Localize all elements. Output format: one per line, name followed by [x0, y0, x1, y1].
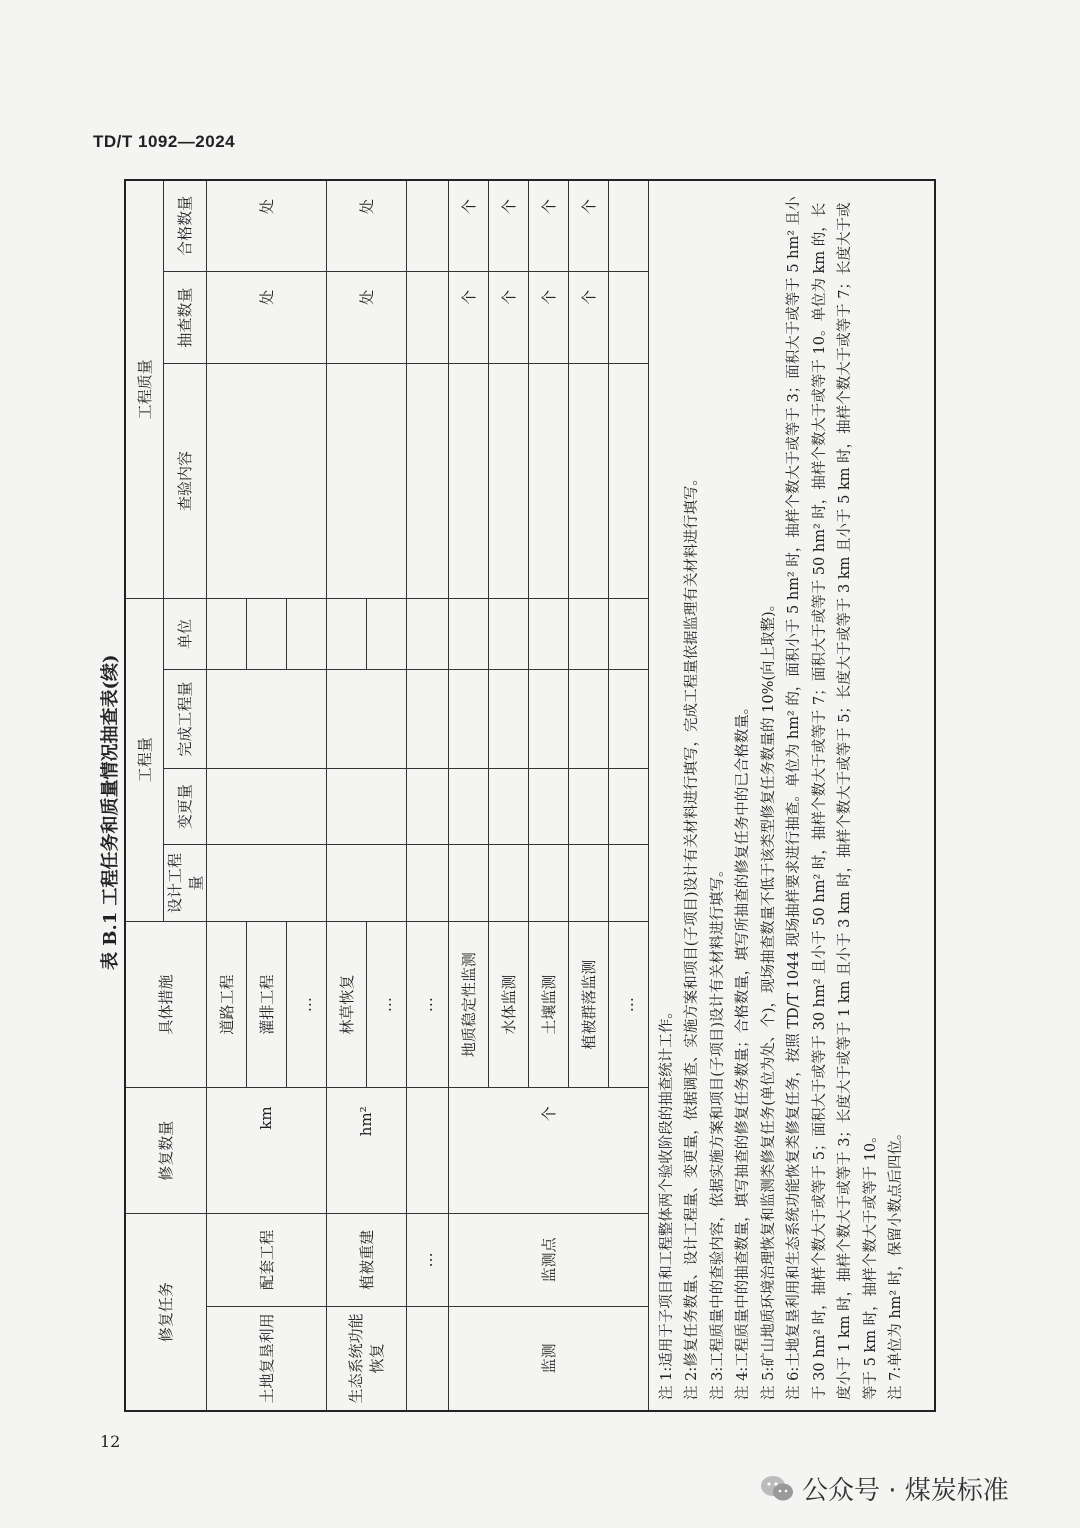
page-number: 12 [100, 1432, 121, 1451]
inspection-table [124, 179, 936, 1412]
sample-unit: 个 [528, 271, 568, 364]
group-name: 监测 [448, 1306, 648, 1411]
measure: 灌排工程 [246, 921, 286, 1088]
note: 注 3:工程质量中的查验内容，依据实施方案和项目(子项目)设计有关材料进行填写。 [709, 862, 726, 1400]
note: 注 5:矿山地质环境治理恢复和监测类修复任务(单位为处、个)，现场抽查数量不低于该类型修复任务数量的 10%(向上取整)。 [760, 596, 777, 1400]
quantity-unit: 个 [448, 1088, 648, 1214]
measure: 植被群落监测 [568, 921, 608, 1088]
col-quantity: 修复数量 [125, 1088, 206, 1214]
measure: … [286, 921, 326, 1088]
measure: 土壤监测 [528, 921, 568, 1088]
task-name: 监测点 [448, 1214, 648, 1307]
col-qualified-count: 合格数量 [163, 180, 206, 271]
qualified-unit: 个 [448, 180, 488, 271]
task-name: 植被重建 [326, 1214, 406, 1307]
col-design: 设计工程量 [163, 845, 206, 921]
sample-unit: 处 [206, 271, 326, 364]
standard-number: TD/T 1092—2024 [93, 132, 236, 151]
table-caption: 表 B.1 工程任务和质量情况抽查表(续) [100, 654, 121, 970]
quantity-unit: km [206, 1088, 326, 1214]
wechat-watermark [760, 1470, 1009, 1507]
notes-cell [648, 180, 935, 1411]
qualified-unit: 个 [528, 180, 568, 271]
col-unit: 单位 [163, 598, 206, 670]
measure: 地质稳定性监测 [448, 921, 488, 1088]
sample-unit: 个 [568, 271, 608, 364]
rotated-table [124, 179, 936, 1412]
col-task: 修复任务 [125, 1214, 206, 1411]
col-change: 变更量 [163, 768, 206, 844]
group-name: 生态系统功能恢复 [326, 1306, 406, 1411]
quantity-unit: hm² [326, 1088, 406, 1214]
measure: 道路工程 [206, 921, 246, 1088]
note: 注 1:适用于子项目和工程整体两个验收阶段的抽查统计工作。 [658, 1004, 675, 1400]
col-measure: 具体措施 [125, 921, 206, 1088]
col-engineering-amount: 工程量 [125, 598, 163, 921]
task-name: … [406, 1214, 448, 1307]
sample-unit: 个 [488, 271, 528, 364]
measure: 林草恢复 [326, 921, 366, 1088]
wechat-label: 公众号 · 煤炭标准 [802, 1476, 1009, 1506]
sample-unit: 个 [448, 271, 488, 364]
measure: 水体监测 [488, 921, 528, 1088]
group-name: 土地复垦利用 [206, 1306, 326, 1411]
note: 注 7:单位为 hm² 时，保留小数点后四位。 [888, 1125, 904, 1400]
measure: … [366, 921, 406, 1088]
task-name: 配套工程 [206, 1214, 326, 1307]
col-inspect-content: 查验内容 [163, 364, 206, 598]
sample-unit: 处 [326, 271, 406, 364]
qualified-unit: 处 [326, 180, 406, 271]
col-completed: 完成工程量 [163, 670, 206, 769]
wechat-icon [760, 1475, 794, 1503]
col-sample-count: 抽查数量 [163, 271, 206, 364]
qualified-unit: 个 [488, 180, 528, 271]
qualified-unit: 个 [568, 180, 608, 271]
qualified-unit: 处 [206, 180, 326, 271]
note: 注 6:土地复垦利用和生态系统功能恢复类修复任务，按照 TD/T 1044 现场抽样要求进行抽查。单位为 hm² 的，面积小于 5 hm² 时，抽样个数大于或等于 3；面积大于或等于 5 hm² 且小于 30 hm² 时，抽样个数大于或等于 5；面积大于或等于 30 hm² 且小于 50 hm² 时，抽样个数大于或等于 7；面积大于或等于 50 hm² 时，抽样个数大于或等于 10。单位为 km 的，长度小于 1 km 时，抽样个数大于或等于 3；长度大于或等于 1 km 且小于 3 km 时，抽样个数大于或等于 5；长度大于或等于 3 km 且小于 5 km 时，抽样个数大于或等于 7；长度大于或等于 5 km 时，抽样个数大于或等于 10。 [786, 196, 879, 1400]
measure: … [608, 921, 648, 1088]
measure: … [406, 921, 448, 1088]
col-quality: 工程质量 [125, 180, 163, 598]
note: 注 2:修复任务数量、设计工程量、变更量，依据调查、实施方案和项目(子项目)设计有关材料进行填写，完成工程量依据监理有关材料进行填写。 [684, 470, 700, 1400]
note: 注 4:工程质量中的抽查数量，填写抽查的修复任务数量；合格数量，填写所抽查的修复任务中的已合格数量。 [735, 699, 751, 1400]
